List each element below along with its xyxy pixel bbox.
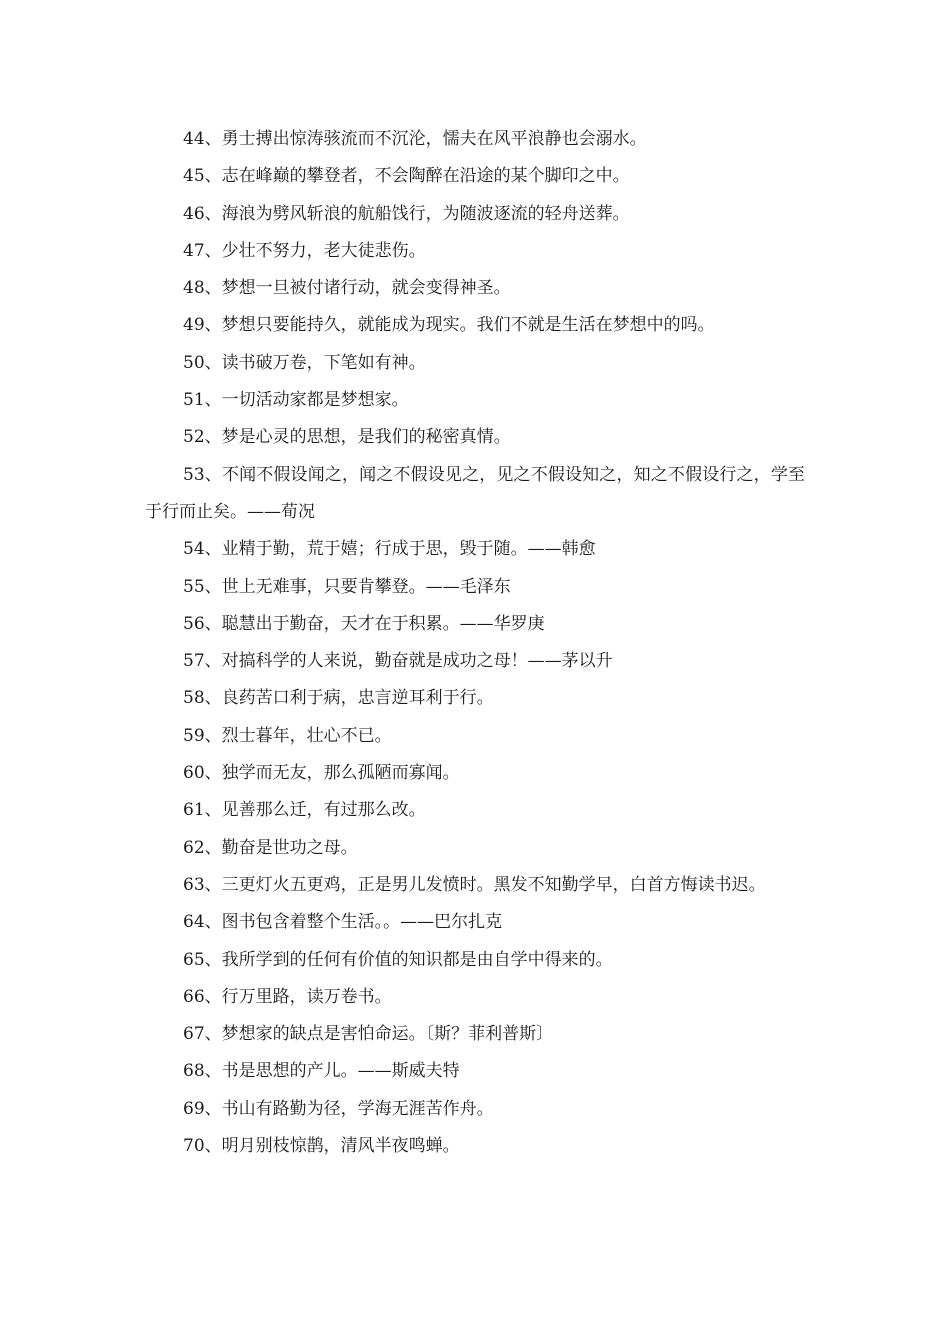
list-item: 50、读书破万卷，下笔如有神。	[183, 352, 426, 373]
list-item: 59、烈士暮年，壮心不已。	[183, 725, 392, 746]
list-item: 57、对搞科学的人来说，勤奋就是成功之母！——茅以升	[183, 651, 613, 672]
list-item: 67、梦想家的缺点是害怕命运。〔斯？菲利普斯〕	[183, 1024, 554, 1045]
list-item: 61、见善那么迁，有过那么改。	[183, 800, 426, 821]
list-item: 49、梦想只要能持久，就能成为现实。我们不就是生活在梦想中的吗。	[183, 315, 715, 336]
list-item: 53、不闻不假设闻之，闻之不假设见之，见之不假设知之，知之不假设行之，学至于行而止矣。——荀况	[145, 464, 805, 522]
list-item: 70、明月别枝惊鹊，清风半夜鸣蝉。	[183, 1136, 460, 1157]
list-item: 51、一切活动家都是梦想家。	[183, 390, 409, 411]
list-item: 44、勇士搏出惊涛骇流而不沉沦，懦夫在风平浪静也会溺水。	[183, 129, 647, 149]
list-item: 65、我所学到的任何有价值的知识都是由自学中得来的。	[183, 949, 613, 970]
list-item: 45、志在峰巅的攀登者，不会陶醉在沿途的某个脚印之中。	[183, 166, 630, 187]
list-item: 66、行万里路，读万卷书。	[183, 986, 392, 1007]
list-item: 58、良药苦口利于病，忠言逆耳利于行。	[183, 688, 494, 709]
list-item: 54、业精于勤，荒于嬉；行成于思，毁于随。——韩愈	[183, 539, 596, 560]
list-item: 68、书是思想的产儿。——斯威夫特	[183, 1061, 460, 1082]
list-item: 47、少壮不努力，老大徒悲伤。	[183, 240, 426, 261]
list-item: 46、海浪为劈风斩浪的航船饯行，为随波逐流的轻舟送葬。	[183, 203, 630, 224]
list-item: 63、三更灯火五更鸡，正是男儿发愤时。黑发不知勤学早，白首方悔读书迟。	[183, 874, 766, 895]
list-item: 48、梦想一旦被付诸行动，就会变得神圣。	[183, 278, 511, 299]
list-item: 56、聪慧出于勤奋，天才在于积累。——华罗庚	[183, 613, 545, 634]
list-item: 52、梦是心灵的思想，是我们的秘密真情。	[183, 427, 511, 448]
list-item: 60、独学而无友，那么孤陋而寡闻。	[183, 763, 460, 784]
list-item: 64、图书包含着整个生活。。——巴尔扎克	[183, 912, 503, 933]
list-item: 62、勤奋是世功之母。	[183, 837, 358, 858]
list-item: 69、书山有路勤为径，学海无涯苦作舟。	[183, 1098, 494, 1119]
list-item: 55、世上无难事，只要肯攀登。——毛泽东	[183, 576, 511, 597]
quote-list	[145, 121, 805, 1165]
